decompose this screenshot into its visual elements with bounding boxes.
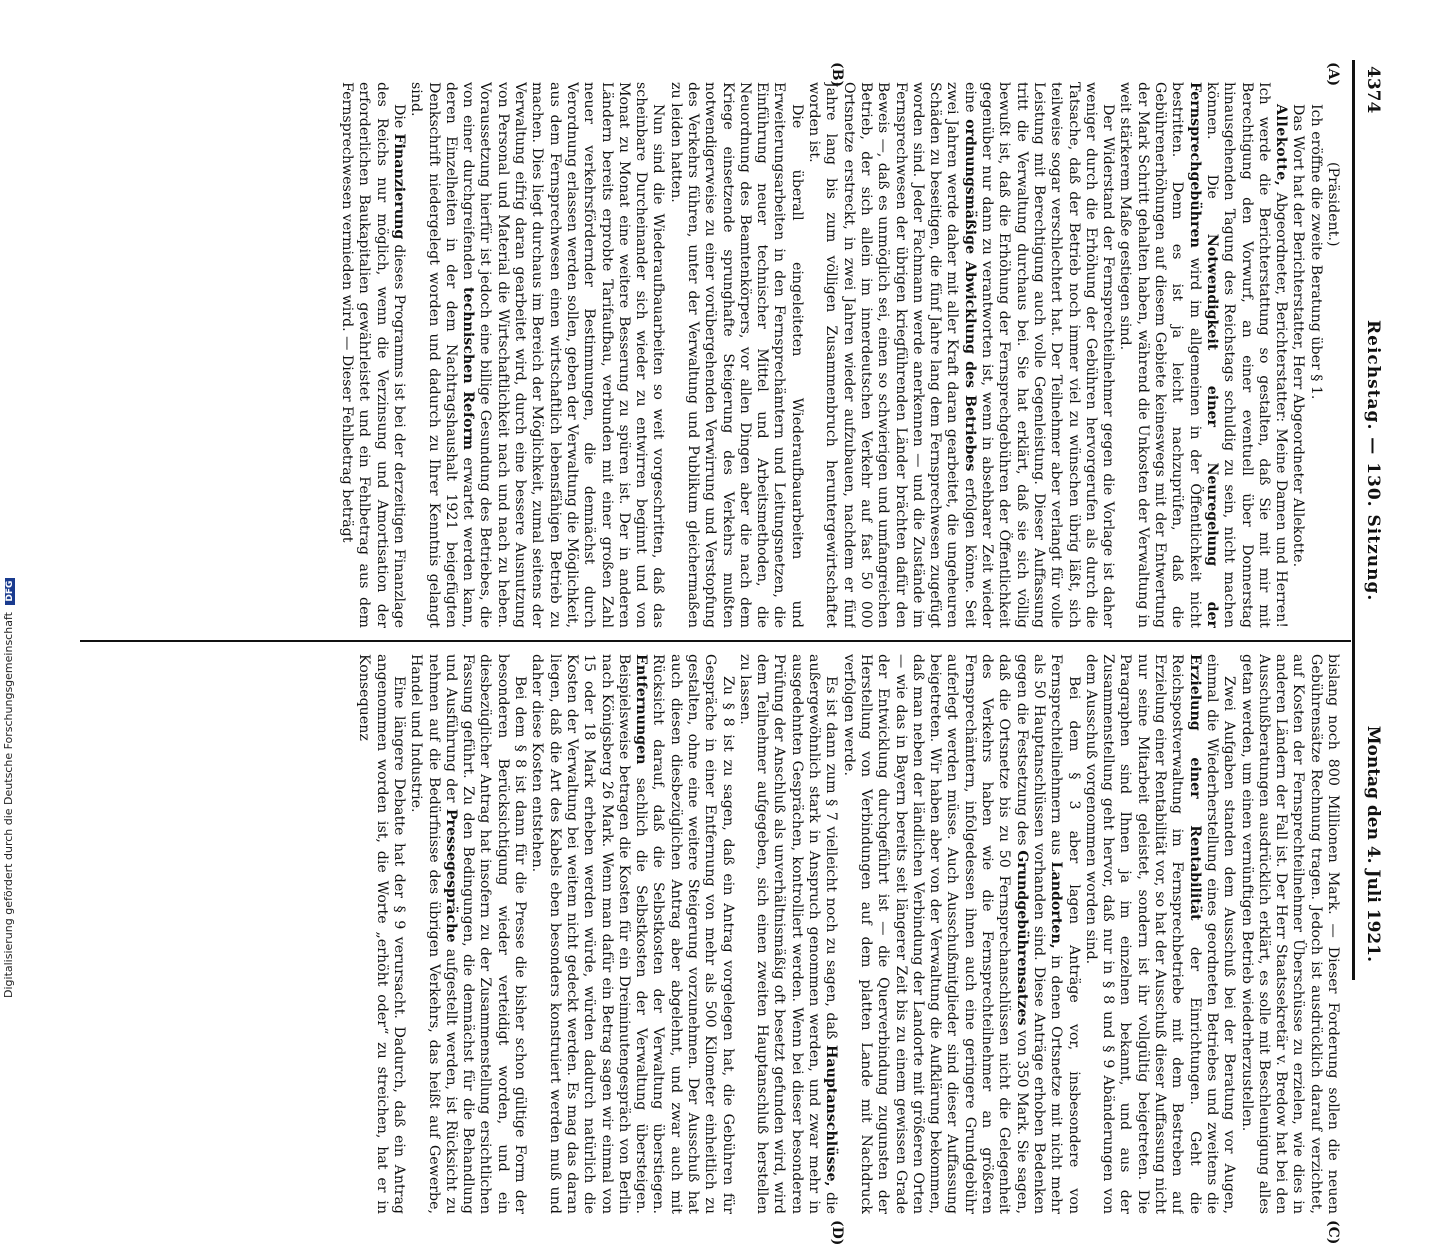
right-column xyxy=(84,654,1341,1214)
president-label: (Präsident.) xyxy=(1325,162,1341,247)
column-divider xyxy=(80,640,1351,642)
paragraph: Die Finanzierung dieses Programms ist bei der derzeitigen Finanzlage des Reichs nur möglich, wenn die Verzinsung und Amortisation der erforderlichen Baukapitalien gewährleistet und ein Fehlbetrag aus dem Fernsprechwesen vermieden wird. — Dieser Fehlbetrag beträgt xyxy=(339,82,407,628)
margin-mark-c: (C) xyxy=(1325,1220,1341,1245)
paragraph: Bei dem § 8 ist dann für die Presse die bisher schon gültige Form der besonderen Berücksichtigung wieder verteidigt worden, und ein diesbezüglicher Antrag hat insofern zu der Zusammenstellung ersichtlichen Fassung geführt. Zu den Bedingungen, die demnächst für die Behandlung und Ausführung der Pressegespräche aufgestellt werden, ist Rücksicht zu nehmen auf die Bedürfnisse des übrigen Verkehrs, das heißt auf Gewerbe, Handel und Industrie. xyxy=(408,654,529,1214)
scanned-page xyxy=(80,60,1385,1245)
paragraph: Zwei Aufgaben standen dem Ausschuß bei der Beratung vor Augen, einmal die Wiederherstellung eines geordneten Betriebes und zweitens die Erzielung einer Rentabilität der Einrichtungen. Geht die Reichspostverwaltung im Fernsprechbetriebe mit dem Bestreben auf Erzielung einer Rentabilität vor, so hat der Ausschuß dieser Auffassung nicht nur seine Mitarbeit geleistet, sondern ist ihr vollgültig beigetreten. Die Paragraphen sind Ihnen ja im einzelnen bekannt, und aus der Zusammenstellung geht hervor, daß nur in § 8 und § 9 Abänderungen von dem Ausschuß vorgenommen worden sind. xyxy=(1082,654,1238,1214)
paragraph: Es ist dann zum § 7 vielleicht noch zu sagen, daß Hauptanschlüsse, die außergewöhnlich stark in Anspruch genommen werden, und zwar mehr in ausgedehnten Gesprächen, kontrolliert werden. Wenn bei dieser besonderen Prüfung der Anschluß als unverhältnismäßig oft besetzt gefunden wird, wird dem Teilnehmer aufgegeben, sich einen zweiten Hauptanschluß herstellen zu lassen. xyxy=(736,654,840,1214)
paragraph: Bei dem § 3 aber lagen Anträge vor, insbesondere von Fernsprechteilnehmern aus Landorten, in denen Ortsnetze mit nicht mehr als 50 Hauptanschlüssen vorhanden sind. Diese Anträge erhoben Bedenken gegen die Festsetzung des Grundgebührensatzes von 350 Mark. Sie sagen, daß die Ortsnetze bis zu 50 Fernsprechanschlüssen nicht die Gelegenheit des Verkehrs haben wie die Fernsprechteilnehmer an größeren Fernsprechämtern, infolgedessen ihnen auch eine geringere Grundgebühr auferlegt werden müsse. Auch Ausschußmitglieder sind dieser Auffassung beigetreten. Wir haben aber von der Verwaltung die Aufklärung bekommen, daß man neben der ländlichen Verbindung der Landorte mit größeren Orten — wie das in Bayern bereits seit längerer Zeit bis zu einem gewissen Grade der Entwicklung durchgeführt ist — die Querverbindung zugunsten der Herstellung von Verbindungen auf dem platten Lande mit Nachdruck verfolgen werde. xyxy=(840,654,1082,1214)
paragraph: Zu § 8 ist zu sagen, daß ein Antrag vorgelegen hat, die Gebühren für Gespräche in einer Entfernung von mehr als 500 Kilometer einheitlich zu gestalten, ohne eine weitere Steigerung vorzunehmen. Der Ausschuß hat auch diesen diesbezüglichen Antrag aber abgelehnt, und zwar auch mit Rücksicht darauf, daß die Selbstkosten der Verwaltung überstiegen. Entfernungen sachlich die Selbstkosten der Verwaltung übersteigen. Beispielsweise betragen die Kosten für ein Dreiminutengespräch von Berlin nach Königsberg 26 Mark. Wenn man dafür ein Betrag sagen wir einmal von 15 oder 18 Mark erheben werden würde, würden dadurch natürlich die Kosten der Verwaltung bei weitem nicht gedeckt werden. Es mag das daran liegen, daß die Art des Kabels eben besonders konstruiert werden muß und daher diese Kosten entstehen. xyxy=(529,654,736,1214)
paragraph: Das Wort hat der Berichterstatter, Herr Abgeordneter Allekotte. xyxy=(1290,104,1307,568)
page-number: 4374 xyxy=(1363,66,1383,114)
margin-mark-b: (B) xyxy=(829,62,845,88)
paragraph: bislang noch 800 Millionen Mark. — Dieser Forderung sollen die neuen Gebührensätze Rechnung tragen. Jedoch ist ausdrücklich darauf verzichtet, auf Kosten der Fernsprechteilnehmer Überschüsse zu erzielen, wie dies in anderen Ländern der Fall ist. Der Herr Staatssekretär v. Bredow hat bei den Ausschußberatungen ausdrücklich erklärt, es solle mit Beschleunigung alles getan werden, um einen vernünftigen Betrieb wiederherzustellen. xyxy=(1238,654,1341,1214)
header-rule xyxy=(1352,60,1355,980)
header-title: Reichstag. — 130. Sitzung. xyxy=(1363,320,1383,602)
header-date: Montag den 4. Juli 1921. xyxy=(1363,725,1383,962)
digitization-credit xyxy=(2,8,15,998)
paragraph: Allekotte, Abgeordneter, Berichterstatter: Meine Damen und Herren! Ich werde die Berichterstattung so gestalten, daß Sie mit mir mit Berechtigung den Vorwurf, an einer eventuell über Donnerstag hinausgehenden Tagung des Reichstags schuldig zu sein, nicht machen können. Die Notwendigkeit einer Neuregelung der Fernsprechgebühren wird im allgemeinen in der Öffentlichkeit nicht bestritten. Denn es ist ja leicht nachzuprüfen, daß die Gebührenerhöhungen auf diesem Gebiete keineswegs mit der Entwertung der Mark Schritt gehalten haben, während die Unkosten der Verwaltung in weit stärkerem Maße gestiegen sind. xyxy=(1117,82,1290,628)
paragraph: Die überall eingeleiteten Wiederaufbauarbeiten und Erweiterungsarbeiten in den Fernsprechämtern und Leitungsnetzen, die Einführung neuer technischer Mittel und Arbeitsmethoden, die Neuordnung des Beamtenkörpers, vor allen Dingen aber die nach dem Kriege einsetzende sprunghafte Steigerung des Verkehrs mußten notwendigerweise zu einer vorübergehenden Verwirrung und Verstopfung des Verkehrs führen, unter der Verwaltung und Publikum gleichermaßen zu leiden hatten. xyxy=(667,82,805,628)
margin-mark-a: (A) xyxy=(1325,62,1341,87)
speaker-name: Allekotte, xyxy=(1273,104,1290,187)
credit-text: Digitalisierung gefördert durch die Deutsche Forschungsgemeinschaft xyxy=(2,612,15,998)
dfg-logo: DFG xyxy=(5,578,15,605)
paragraph: Eine längere Debatte hat der § 9 verursacht. Dadurch, daß ein Antrag angenommen worden ist, die Worte „erhöht oder“ zu streichen, hat er in Konsequenz xyxy=(356,654,407,1214)
paragraph: Nun sind die Wiederaufbauarbeiten so weit vorgeschritten, daß das scheinbare Durcheinander sich wieder zu entwirren beginnt und von Monat zu Monat eine weitere Besserung zu spüren ist. Der in anderen Ländern bereits erprobte Tarifaufbau, verbunden mit einer großen Zahl neuer verkehrsfördernder Bestimmungen, die demnächst durch Verordnung erlassen werden sollen, geben der Verwaltung die Möglichkeit, aus dem Fernsprechwesen einen wirtschaftlich lebensfähigen Betrieb zu machen. Dies liegt durchaus im Bereich der Möglichkeit, zumal seitens der Verwaltung eifrig daran gearbeitet wird, durch eine bessere Ausnutzung von Personal und Material die Wirtschaftlichkeit nach und nach zu heben. Voraussetzung hierfür ist jedoch eine billige Gesundung des Betriebes, die von einer durchgreifenden technischen Reform erwartet werden kann, deren Einzelheiten in der dem Nachtragshaushalt 1921 beigefügten Denkschrift niedergelegt worden und dadurch zu Ihrer Kenntnis gelangt sind. xyxy=(408,82,667,628)
left-column xyxy=(84,82,1341,628)
page-header xyxy=(1357,60,1385,980)
margin-mark-d: (D) xyxy=(829,1220,845,1245)
paragraph: Ich eröffne die zweite Beratung über § 1. xyxy=(1307,104,1324,400)
paragraph: Der Widerstand der Fernsprechteilnehmer gegen die Vorlage ist daher weniger durch die Erhöhung der Gebühren hervorgerufen als durch die Tatsache, daß der Betrieb noch immer viel zu wünschen übrig läßt, sich teilweise sogar verschlechtert hat. Der Teilnehmer aber verlangt für volle Leistung mit Berechtigung auch volle Gegenleistung. Dieser Auffassung tritt die Verwaltung durchaus bei. Sie hat erklärt, daß sie sich völlig bewußt ist, daß die Erhöhung der Fernsprechgebühren der Öffentlichkeit gegenüber nur dann zu verantworten ist, wenn in absehbarer Zeit wieder eine ordnungsmäßige Abwicklung des Betriebes erfolgen könne. Seit zwei Jahren werde daher mit aller Kraft daran gearbeitet, die ungeheuren Schäden zu beseitigen, die fünf Jahre lang dem Fernsprechwesen zugefügt worden sind. Jeder Fachmann werde anerkennen — und die Zustände im Fernsprechwesen der übrigen kriegführenden Länder brächten dafür den Beweis —, daß es unmöglich sei, einen so schwierigen und umfangreichen Betrieb, der sich allein im innerdeutschen Verkehr auf fast 50 000 Ortsnetze erstreckt, in zwei Jahren wieder aufzubauen, nachdem er fünf Jahre lang bis zum völligen Zusammenbruch heruntergewirtschaftet worden ist. xyxy=(806,82,1117,628)
